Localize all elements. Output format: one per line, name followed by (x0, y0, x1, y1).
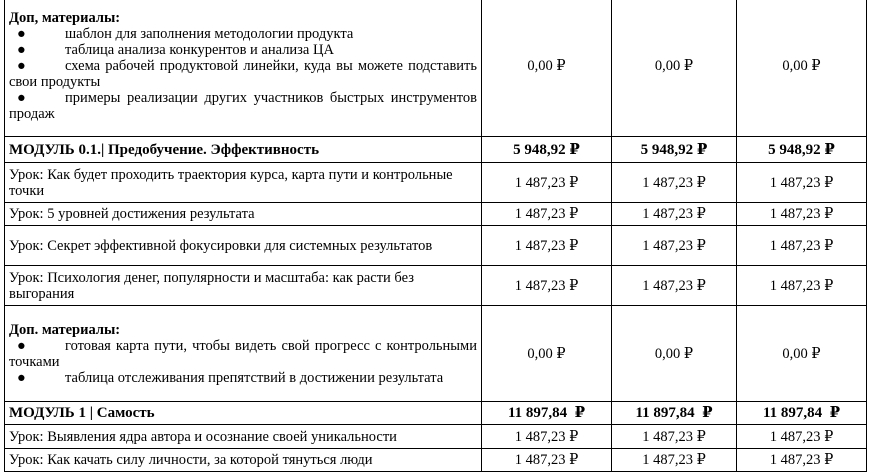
price-cell: 1 487,23 ₽ (612, 425, 737, 449)
price-cell: 1 487,23 ₽ (737, 163, 867, 203)
table-row (5, 425, 867, 449)
price-cell: 1 487,23 ₽ (482, 203, 612, 226)
table-row (5, 203, 867, 226)
table-row (5, 226, 867, 266)
module-title: МОДУЛЬ 0.1.| Предобучение. Эффективность (5, 137, 482, 163)
module-title: МОДУЛЬ 1 | Самость (5, 402, 482, 425)
bullet-icon: ● (17, 369, 26, 386)
lesson-title: Урок: Выявления ядра автора и осознание своей уникальности (5, 425, 482, 449)
price-cell: 0,00 ₽ (482, 306, 612, 402)
price-cell: 0,00 ₽ (737, 0, 867, 137)
bullet-icon: ● (17, 41, 26, 58)
materials-cell (5, 306, 482, 402)
list-item: ● схема рабочей продуктовой линейки, куда вы можете подставить свои продукты (9, 57, 477, 90)
bullet-icon: ● (17, 337, 26, 354)
table-row (5, 163, 867, 203)
price-table (4, 0, 867, 472)
module-row (5, 137, 867, 163)
price-cell: 1 487,23 ₽ (482, 449, 612, 472)
price-cell: 1 487,23 ₽ (482, 163, 612, 203)
materials-title: Доп, материалы: (9, 9, 121, 26)
bullet-icon: ● (17, 25, 26, 42)
price-cell: 1 487,23 ₽ (737, 203, 867, 226)
module-price: 5 948,92 ₽ (482, 137, 612, 163)
table-row (5, 306, 867, 402)
lesson-title: Урок: Секрет эффективной фокусировки для системных результатов (5, 226, 482, 266)
list-item: ● шаблон для заполнения методологии продукта (9, 26, 477, 42)
module-row (5, 402, 867, 425)
module-price: 5 948,92 ₽ (737, 137, 867, 163)
price-cell: 1 487,23 ₽ (612, 226, 737, 266)
lesson-title: Урок: Психология денег, популярности и масштаба: как расти без выгорания (5, 266, 482, 306)
price-cell: 1 487,23 ₽ (612, 449, 737, 472)
table-row (5, 449, 867, 472)
list-item: ● готовая карта пути, чтобы видеть свой прогресс с контрольными точками (9, 337, 477, 370)
price-cell: 1 487,23 ₽ (482, 266, 612, 306)
list-item: ● таблица отслеживания препятствий в достижении результата (9, 370, 477, 386)
price-cell: 1 487,23 ₽ (482, 226, 612, 266)
list-item: ● примеры реализации других участников быстрых инструментов продаж (9, 89, 477, 122)
price-cell: 0,00 ₽ (612, 0, 737, 137)
price-cell: 1 487,23 ₽ (482, 425, 612, 449)
bullet-icon: ● (17, 57, 26, 74)
lesson-title: Урок: Как качать силу личности, за которой тянуться люди (5, 449, 482, 472)
materials-title: Доп. материалы: (9, 321, 121, 338)
price-cell: 0,00 ₽ (482, 0, 612, 137)
lesson-title: Урок: Как будет проходить траектория курса, карта пути и контрольные точки (5, 163, 482, 203)
module-price: 5 948,92 ₽ (612, 137, 737, 163)
module-price: 11 897,84 ₽ (737, 402, 867, 425)
price-cell: 1 487,23 ₽ (737, 449, 867, 472)
bullet-icon: ● (17, 89, 26, 106)
module-price: 11 897,84 ₽ (482, 402, 612, 425)
table-row (5, 266, 867, 306)
price-cell: 1 487,23 ₽ (612, 266, 737, 306)
price-cell: 0,00 ₽ (737, 306, 867, 402)
table-row (5, 0, 867, 137)
price-cell: 1 487,23 ₽ (737, 266, 867, 306)
price-cell: 1 487,23 ₽ (737, 226, 867, 266)
list-item: ● таблица анализа конкурентов и анализа ЦА (9, 42, 477, 58)
module-price: 11 897,84 ₽ (612, 402, 737, 425)
materials-cell (5, 0, 482, 137)
lesson-title: Урок: 5 уровней достижения результата (5, 203, 482, 226)
price-cell: 1 487,23 ₽ (612, 163, 737, 203)
price-cell: 1 487,23 ₽ (612, 203, 737, 226)
price-cell: 1 487,23 ₽ (737, 425, 867, 449)
price-cell: 0,00 ₽ (612, 306, 737, 402)
